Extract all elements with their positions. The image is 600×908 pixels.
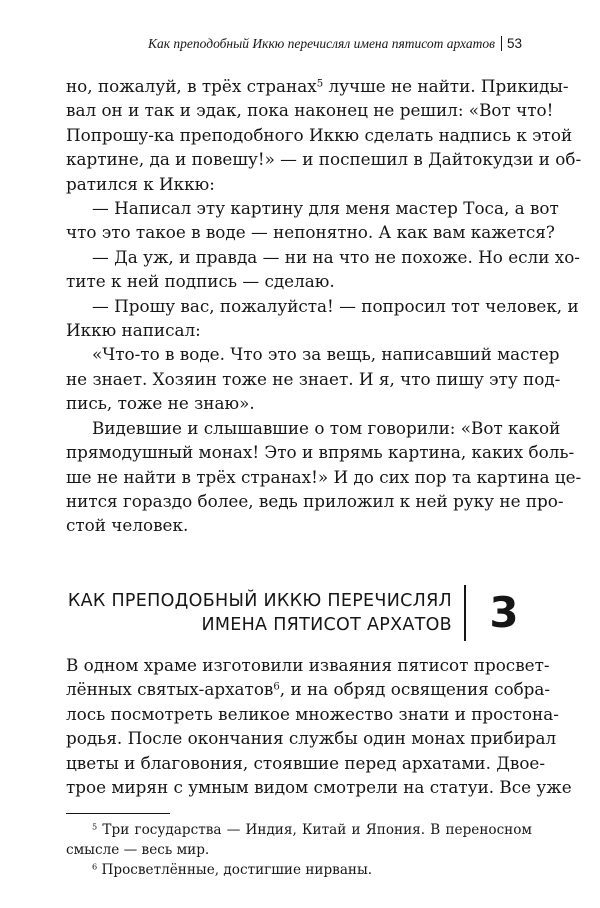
running-title: Как преподобный Иккю перечислял имена пятисот архатов — [148, 36, 495, 51]
chapter-title — [68, 589, 452, 637]
footnote-ref: 5 — [316, 78, 324, 90]
text-line: но, пожалуй, в трёх странах$^5$ лучше не найти. Прикиды- — [66, 76, 569, 96]
footnote-line: смысле — весь мир. — [66, 842, 210, 858]
text-block-top — [66, 74, 582, 538]
text-line: родья. После окончания службы один монах прибирал — [66, 728, 557, 749]
page-number: 53 — [506, 36, 522, 51]
chapter-heading — [66, 585, 532, 641]
text-line: ше не найти в трёх странах!» И до сих пор та картина це- — [66, 466, 582, 487]
text-line: прямодушный монах! Это и впрямь картина, каких боль- — [66, 442, 575, 463]
footnote-rule — [66, 813, 170, 814]
text-line: ратился к Иккю: — [66, 173, 215, 194]
chapter-divider — [464, 585, 466, 641]
footnote-line: $^6$ Просветлённые, достигшие нирваны. — [92, 861, 373, 878]
text-line: — Написал эту картину для меня мастер Тоса, а вот — [92, 198, 559, 219]
header-separator — [501, 36, 502, 51]
text-line: вал он и так и эдак, пока наконец не решил: «Вот что! — [66, 100, 554, 121]
text-line: цветы и благовония, стоявшие перед архатами. Двое- — [66, 752, 546, 773]
text-line: — Да уж, и правда — ни на что не похоже. Но если хо- — [92, 246, 580, 267]
text-line: лось посмотреть великое множество знати и простона- — [66, 703, 559, 724]
footnote-number: 6 — [92, 861, 98, 872]
footnotes — [66, 820, 532, 880]
text-line: Видевшие и слышавшие о том говорили: «Вот какой — [92, 417, 561, 438]
text-line: Иккю написал: — [66, 320, 201, 341]
text-line: не знает. Хозяин тоже не знает. И я, что пишу эту под- — [66, 368, 561, 389]
chapter-title-line: КАК ПРЕПОДОБНЫЙ ИККЮ ПЕРЕЧИСЛЯЛ — [67, 591, 452, 611]
running-header — [0, 36, 522, 52]
chapter-number: 3 — [489, 588, 519, 637]
footnote-ref: 6 — [273, 681, 280, 693]
text-line: картине, да и повешу!» — и поспешил в Дайтокудзи и об- — [66, 149, 582, 170]
text-line: нится гораздо более, ведь приложил к ней руку не про- — [66, 490, 564, 511]
text-line: трое мирян с умным видом смотрели на статуи. Все уже — [66, 777, 572, 798]
text-line: что это такое в воде — непонятно. А как вам кажется? — [66, 222, 555, 243]
text-line: лённых святых-архатов$^6$, и на обряд освящения собра- — [66, 679, 551, 700]
text-line: — Прошу вас, пожалуйста! — попросил тот человек, и — [92, 295, 579, 316]
text-line: пись, тоже не знаю». — [66, 393, 255, 414]
text-line: Попрошу-ка преподобного Иккю сделать надпись к этой — [66, 124, 573, 145]
text-line: В одном храме изготовили изваяния пятисот просвет- — [66, 655, 550, 675]
text-line: стой человек. — [66, 515, 189, 536]
footnote-number: 5 — [92, 821, 98, 832]
text-line: тите к ней подпись — сделаю. — [66, 271, 335, 292]
chapter-title-line: ИМЕНА ПЯТИСОТ АРХАТОВ — [201, 615, 452, 635]
footnote-line: $^5$ Три государства — Индия, Китай и Япония. В переносном — [92, 821, 532, 838]
text-block-chapter — [66, 653, 572, 799]
text-line: «Что-то в воде. Что это за вещь, написавший мастер — [92, 344, 560, 365]
